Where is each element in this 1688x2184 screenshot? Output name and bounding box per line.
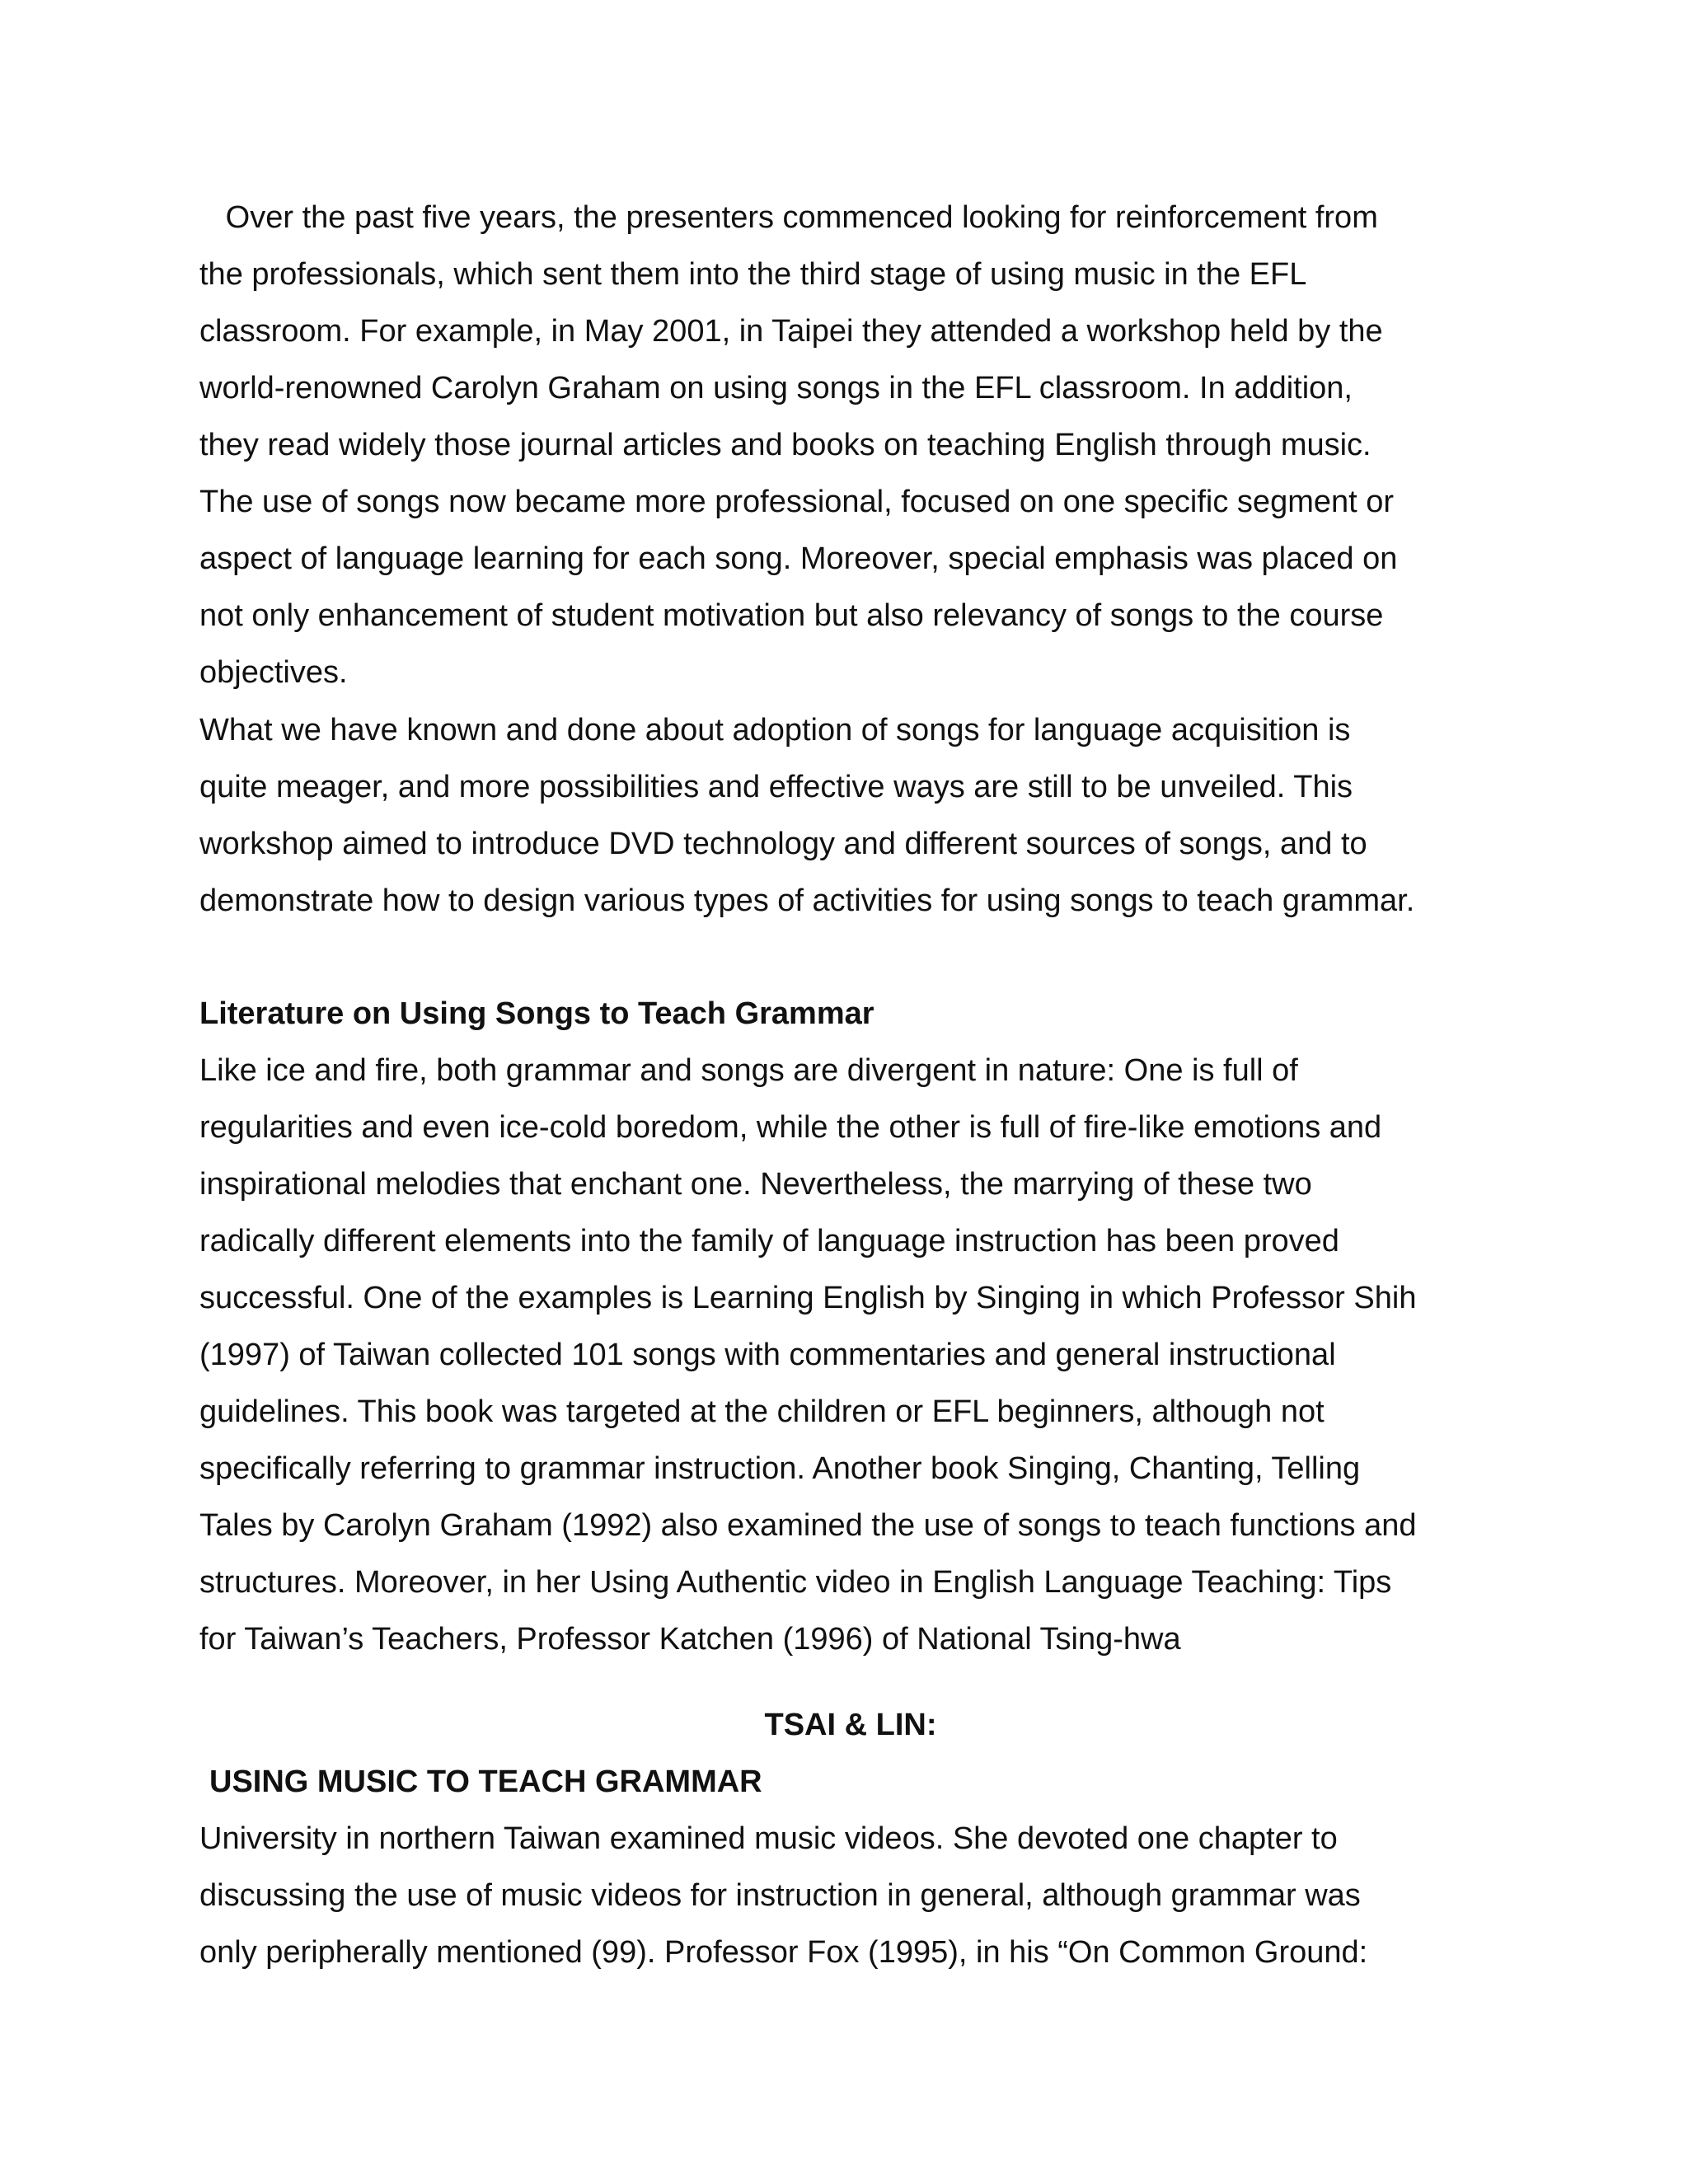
literature-paragraph (199, 1043, 1502, 1668)
literature-line: structures. Moreover, in her Using Authentic video in English Language Teaching: Tips (199, 1565, 1392, 1600)
intro-line: The use of songs now became more professional, focused on one specific segment or (199, 485, 1395, 519)
second-paragraph-line: workshop aimed to introduce DVD technology and different sources of songs, and to (199, 827, 1367, 861)
intro-line: Over the past five years, the presenters commenced looking for reinforcement from (199, 200, 1378, 235)
second-paragraph-line: demonstrate how to design various types of activities for using songs to teach grammar. (199, 883, 1415, 918)
literature-line: radically different elements into the family of language instruction has been proved (199, 1224, 1339, 1258)
intro-line: not only enhancement of student motivation but also relevancy of songs to the course (199, 598, 1384, 633)
literature-line: successful. One of the examples is Learning English by Singing in which Professor Shih (199, 1281, 1417, 1315)
second-paragraph-line: What we have known and done about adoption of songs for language acquisition is (199, 713, 1351, 748)
intro-paragraph (199, 190, 1502, 701)
continued-line: only peripherally mentioned (99). Professor Fox (1995), in his “On Common Ground: (199, 1935, 1368, 1970)
literature-line: specifically referring to grammar instruction. Another book Singing, Chanting, Telling (199, 1451, 1361, 1486)
continued-line: University in northern Taiwan examined music videos. She devoted one chapter to (199, 1821, 1338, 1856)
second-paragraph-line: quite meager, and more possibilities and effective ways are still to be unveiled. This (199, 770, 1353, 804)
intro-line: the professionals, which sent them into the third stage of using music in the EFL (199, 257, 1307, 292)
literature-line: Tales by Carolyn Graham (1992) also examined the use of songs to teach functions and (199, 1508, 1417, 1543)
intro-line: aspect of language learning for each song. Moreover, special emphasis was placed on (199, 541, 1398, 576)
intro-line: they read widely those journal articles and books on teaching English through music. (199, 428, 1372, 462)
continued-paragraph (199, 1811, 1502, 1981)
section-heading: Literature on Using Songs to Teach Grammar (199, 996, 874, 1031)
literature-line: (1997) of Taiwan collected 101 songs with commentaries and general instructional (199, 1338, 1336, 1372)
running-head-authors: TSAI & LIN: (764, 1708, 937, 1742)
intro-line: world-renowned Carolyn Graham on using songs in the EFL classroom. In addition, (199, 371, 1353, 405)
running-head-title: USING MUSIC TO TEACH GRAMMAR (209, 1765, 762, 1799)
literature-line: regularities and even ice-cold boredom, while the other is full of fire-like emotions and (199, 1110, 1382, 1145)
second-paragraph (199, 702, 1502, 930)
intro-line: classroom. For example, in May 2001, in Taipei they attended a workshop held by the (199, 314, 1383, 349)
running-head (199, 1697, 1502, 1811)
intro-line: objectives. (199, 655, 348, 690)
literature-line: guidelines. This book was targeted at the children or EFL beginners, although not (199, 1394, 1325, 1429)
literature-line: inspirational melodies that enchant one. Nevertheless, the marrying of these two (199, 1167, 1312, 1202)
continued-line: discussing the use of music videos for instruction in general, although grammar was (199, 1878, 1361, 1913)
literature-line: for Taiwan’s Teachers, Professor Katchen (1996) of National Tsing-hwa (199, 1622, 1181, 1657)
literature-line: Like ice and fire, both grammar and songs are divergent in nature: One is full of (199, 1053, 1298, 1088)
